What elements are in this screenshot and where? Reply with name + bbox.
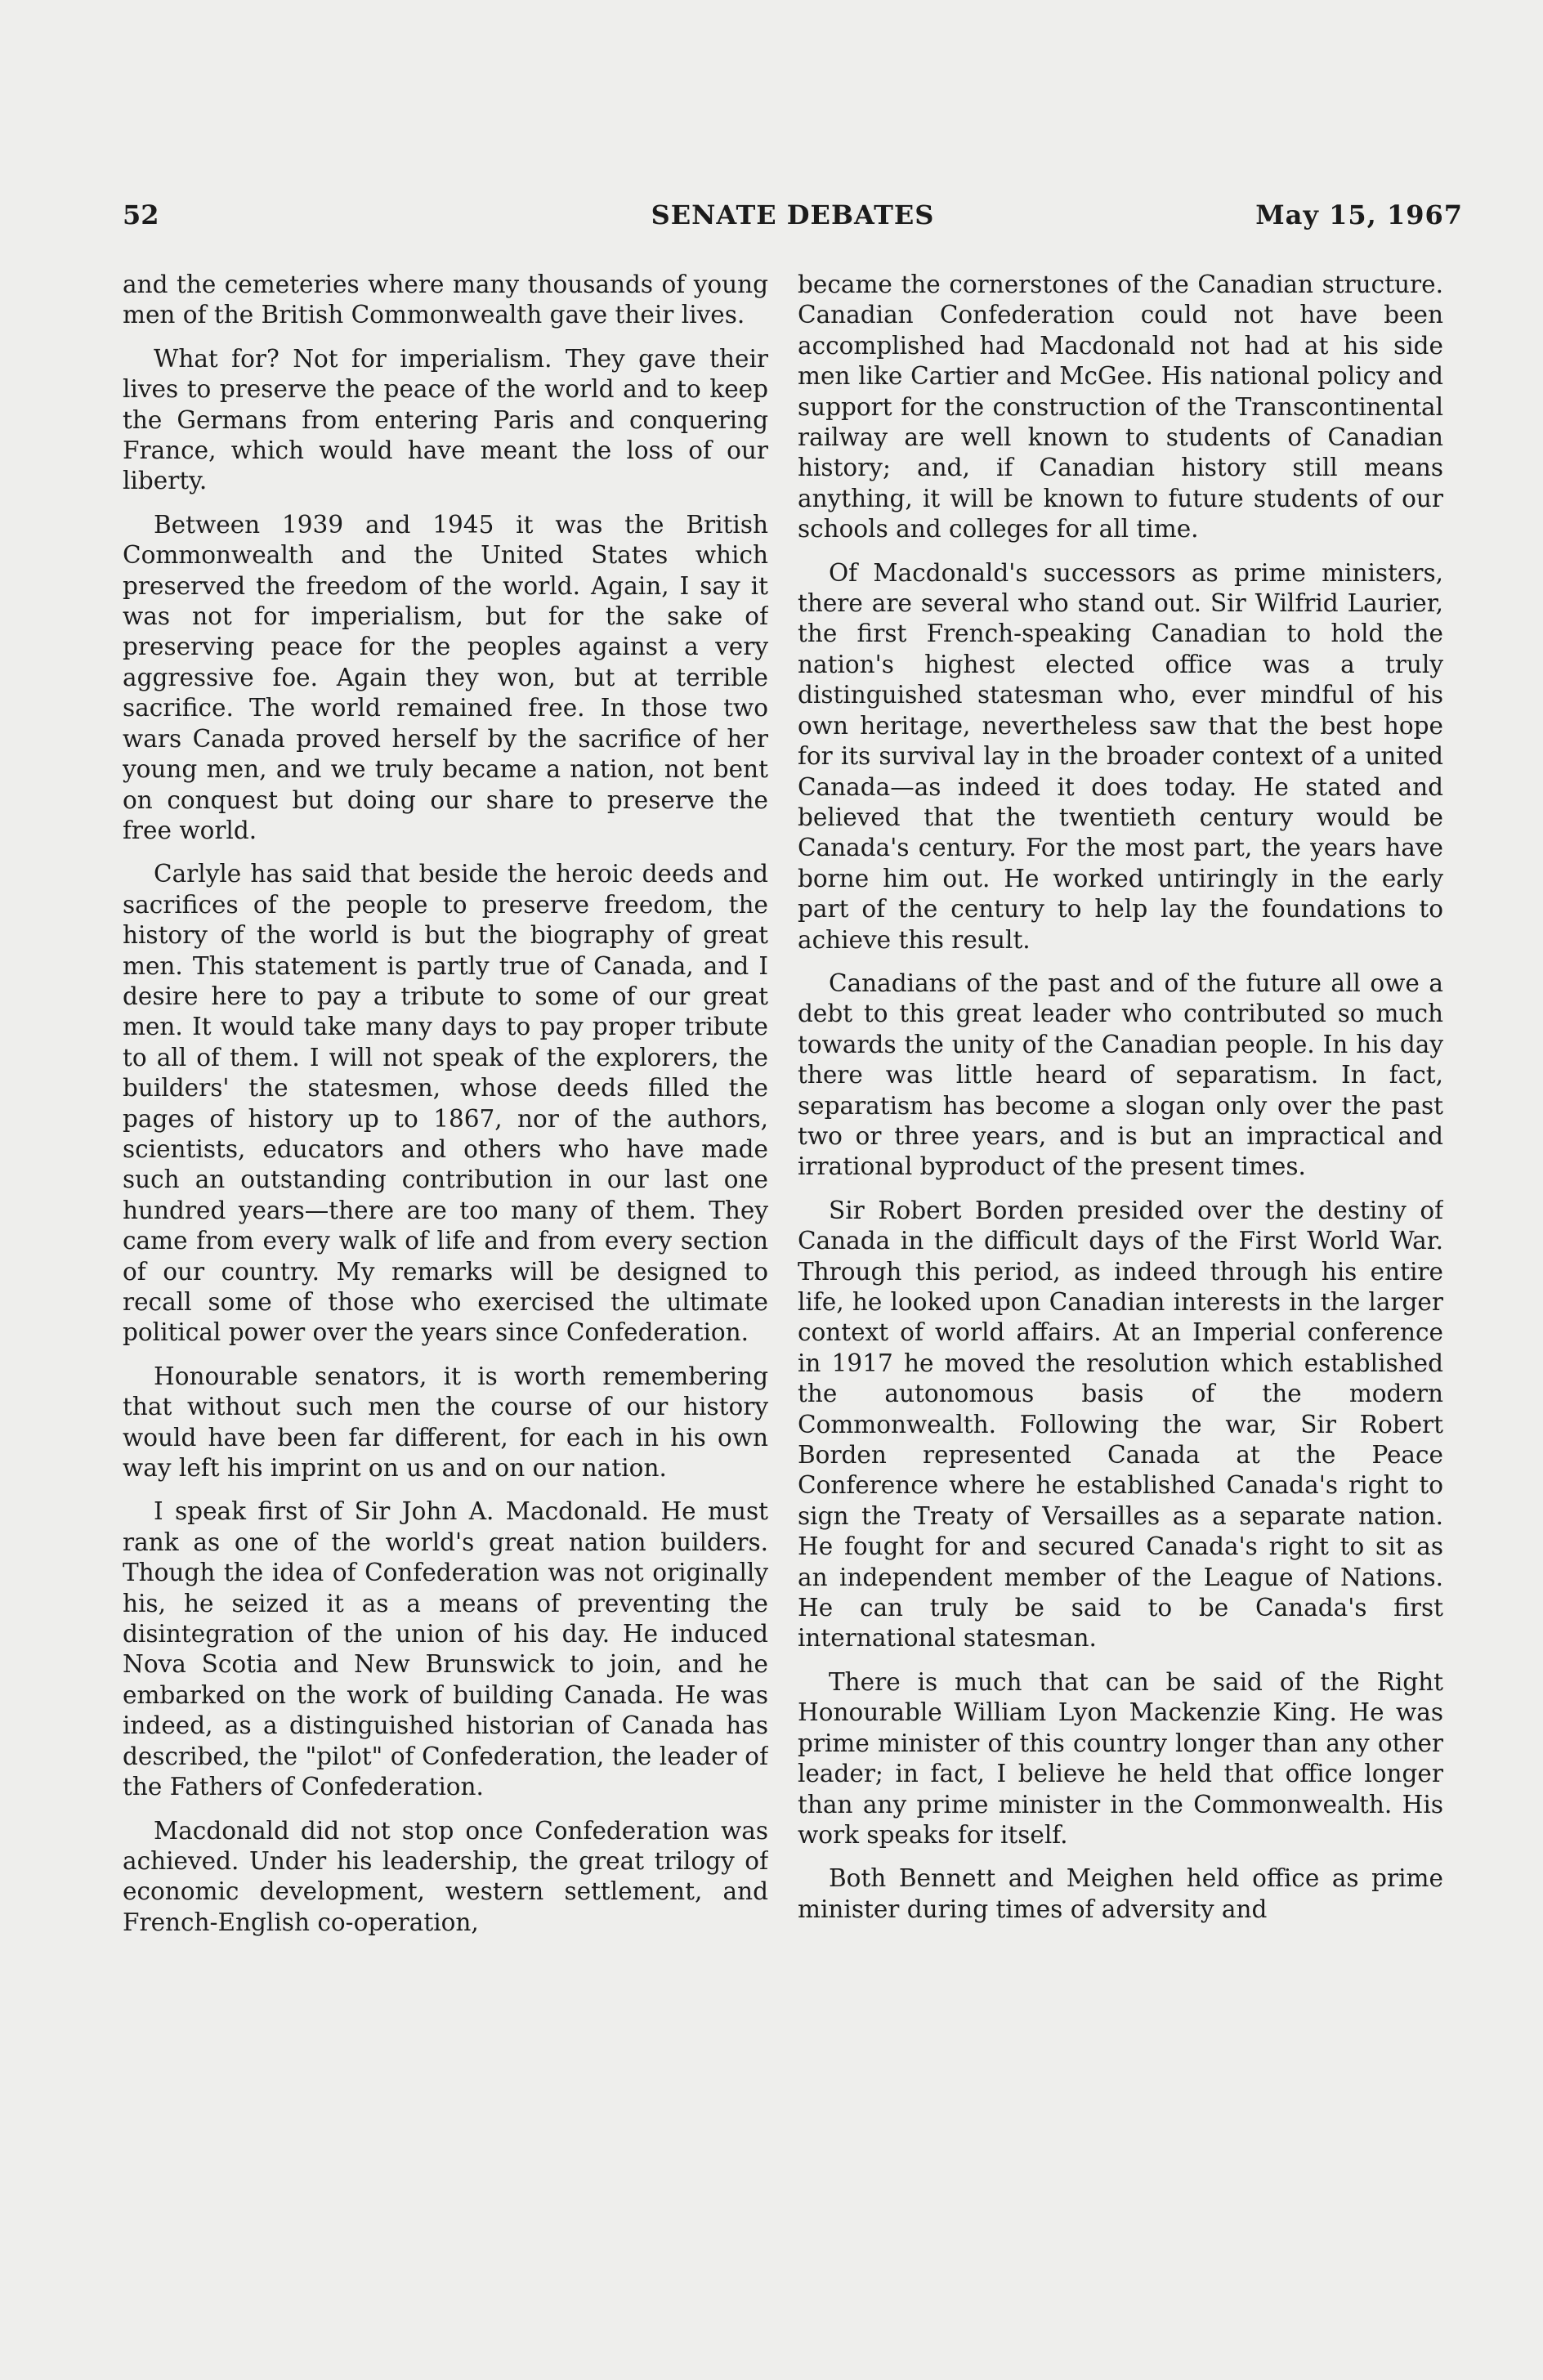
paragraph: Both Bennett and Meighen held office as prime minister during times of adversity and [798,1864,1443,1923]
paragraph: Canadians of the past and of the future all owe a debt to this great leader who contributed so much towards the unity of the Canadian people. In his day there was little heard of separatism. In fact, separatism has become a slogan only over the past two or three years, and is but an impractical and irrational byproduct of the present times. [798,969,1443,1181]
paragraph: Honourable senators, it is worth remembering that without such men the course of our history would have been far different, for each in his own way left his imprint on us and on our nation. [123,1362,768,1483]
paragraph: I speak first of Sir John A. Macdonald. He must rank as one of the world's great nation builders. Though the idea of Confederation was not originally his, he seized it as a means of preventing the disintegration of the union of his day. He induced Nova Scotia and New Brunswick to join, and he embarked on the work of building Canada. He was indeed, as a distinguished historian of Canada has described, the "pilot" of Confederation, the leader of the Fathers of Confederation. [123,1497,768,1801]
paragraph: Between 1939 and 1945 it was the British Commonwealth and the United States which preserved the freedom of the world. Again, I say it was not for imperialism, but for the sake of preserving peace for the peoples against a very aggressive foe. Again they won, but at terrible sacrifice. The world remained free. In those two wars Canada proved herself by the sacrifice of her young men, and we truly became a nation, not bent on conquest but doing our share to preserve the free world. [123,510,768,844]
paragraph: Macdonald did not stop once Confederation was achieved. Under his leadership, the great trilogy of economic development, western settlement, and French-English co-operation, [123,1816,768,1936]
paragraph: There is much that can be said of the Right Honourable William Lyon Mackenzie King. He was prime minister of this country longer than any other leader; in fact, I believe he held that office longer than any prime minister in the Commonwealth. His work speaks for itself. [798,1667,1443,1849]
page-date: May 15, 1967 [1255,199,1463,230]
publication-title: SENATE DEBATES [651,199,935,230]
right-column [798,270,1443,2150]
paragraph: Sir Robert Borden presided over the destiny of Canada in the difficult days of the First World War. Through this period, as indeed through his entire life, he looked upon Canadian interests in the larger context of world affairs. At an Imperial conference in 1917 he moved the resolution which established the autonomous basis of the modern Commonwealth. Following the war, Sir Robert Borden represented Canada at the Peace Conference where he established Canada's right to sign the Treaty of Versailles as a separate nation. He fought for and secured Canada's right to sit as an independent member of the League of Nations. He can truly be said to be Canada's first international statesman. [798,1196,1443,1653]
paragraph: became the cornerstones of the Canadian structure. Canadian Confederation could not have been accomplished had Macdonald not had at his side men like Cartier and McGee. His national policy and support for the construction of the Transcontinental railway are well known to students of Canadian history; and, if Canadian history still means anything, it will be known to future students of our schools and colleges for all time. [798,271,1443,544]
paragraph: What for? Not for imperialism. They gave their lives to preserve the peace of the world and to keep the Germans from entering Paris and conquering France, which would have meant the loss of our liberty. [123,344,768,495]
page-number: 52 [123,199,159,230]
paragraph: and the cemeteries where many thousands of young men of the British Commonwealth gave their lives. [123,271,768,329]
paragraph: Of Macdonald's successors as prime ministers, there are several who stand out. Sir Wilfrid Laurier, the first French-speaking Canadian to hold the nation's highest elected office was a truly distinguished statesman who, ever mindful of his own heritage, nevertheless saw that the best hope for its survival lay in the broader context of a united Canada—as indeed it does today. He stated and believed that the twentieth century would be Canada's century. For the most part, the years have borne him out. He worked untiringly in the early part of the century to help lay the foundations to achieve this result. [798,558,1443,954]
left-column [123,270,768,2150]
paragraph: Carlyle has said that beside the heroic deeds and sacrifices of the people to preserve freedom, the history of the world is but the biography of great men. This statement is partly true of Canada, and I desire here to pay a tribute to some of our great men. It would take many days to pay proper tribute to all of them. I will not speak of the explorers, the builders' the statesmen, whose deeds filled the pages of history up to 1867, nor of the authors, scientists, educators and others who have made such an outstanding contribution in our last one hundred years—there are too many of them. They came from every walk of life and from every section of our country. My remarks will be designed to recall some of those who exercised the ultimate political power over the years since Confederation. [123,860,768,1347]
page-header [123,199,1463,240]
